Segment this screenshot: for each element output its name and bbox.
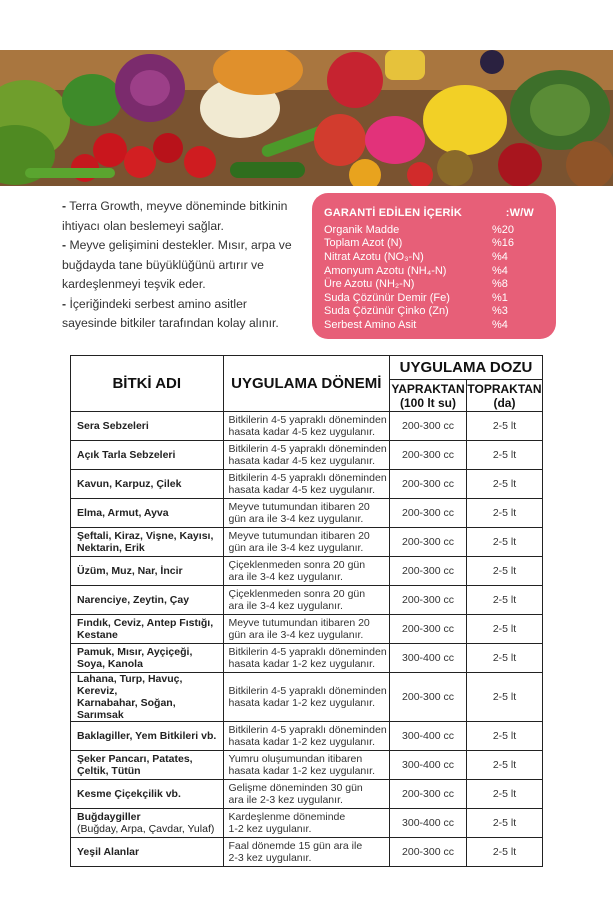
- soil-dose-cell: 2-5 lt: [466, 586, 542, 615]
- table-row: [71, 586, 543, 615]
- header-application-dose: UYGULAMA DOZU: [390, 356, 543, 380]
- table-row: [71, 722, 543, 751]
- period-cell: Kardeşlenme döneminde 1-2 kez uygulanır.: [223, 809, 390, 838]
- foliar-dose-cell: 200-300 cc: [390, 780, 467, 809]
- table-row: [71, 557, 543, 586]
- crop-name-cell: Fındık, Ceviz, Antep Fıstığı, Kestane: [71, 615, 224, 644]
- table-row: [71, 644, 543, 673]
- soil-dose-cell: 2-5 lt: [466, 838, 542, 867]
- header-application-period: UYGULAMA DÖNEMİ: [223, 356, 390, 412]
- crop-name-cell: Sera Sebzeleri: [71, 412, 224, 441]
- soil-dose-cell: 2-5 lt: [466, 499, 542, 528]
- foliar-dose-cell: 200-300 cc: [390, 586, 467, 615]
- soil-dose-cell: 2-5 lt: [466, 441, 542, 470]
- period-cell: Bitkilerin 4-5 yapraklı döneminden hasata kadar 4-5 kez uygulanır.: [223, 412, 390, 441]
- foliar-dose-cell: 300-400 cc: [390, 809, 467, 838]
- foliar-dose-cell: 200-300 cc: [390, 838, 467, 867]
- table-row: [71, 470, 543, 499]
- crop-name-cell: Şeftali, Kiraz, Vişne, Kayısı, Nektarin, Erik: [71, 528, 224, 557]
- guarantee-row: Serbest Amino Asit %4: [324, 318, 508, 331]
- table-row: [71, 412, 543, 441]
- soil-dose-cell: 2-5 lt: [466, 644, 542, 673]
- crop-name-cell: Yeşil Alanlar: [71, 838, 224, 867]
- guarantee-row: Üre Azotu (NH₂-N) %8: [324, 278, 508, 291]
- header-crop-name: BİTKİ ADI: [71, 356, 224, 412]
- table-row: [71, 809, 543, 838]
- soil-dose-cell: 2-5 lt: [466, 673, 542, 722]
- application-dose-table: [70, 355, 543, 867]
- header-foliar: YAPRAKTAN (100 lt su): [391, 381, 465, 410]
- period-cell: Bitkilerin 4-5 yapraklı döneminden hasata kadar 1-2 kez uygulanır.: [223, 722, 390, 751]
- period-cell: Faal dönemde 15 gün ara ile 2-3 kez uygulanır.: [223, 838, 390, 867]
- table-row: [71, 441, 543, 470]
- bullet-3: - İçeriğindeki serbest amino asitler sayesinde bitkiler tarafından kolay alınır.: [62, 296, 279, 330]
- guarantee-row: Amonyum Azotu (NH₄-N) %4: [324, 264, 508, 277]
- crop-name-cell: Narenciye, Zeytin, Çay: [71, 586, 224, 615]
- crop-name-cell: Kavun, Karpuz, Çilek: [71, 470, 224, 499]
- crop-name-cell: Kesme Çiçekçilik vb.: [71, 780, 224, 809]
- period-cell: Meyve tutumundan itibaren 20 gün ara ile 3-4 kez uygulanır.: [223, 615, 390, 644]
- foliar-dose-cell: 200-300 cc: [390, 470, 467, 499]
- crop-name-cell: Pamuk, Mısır, Ayçiçeği, Soya, Kanola: [71, 644, 224, 673]
- guaranteed-content-unit: :W/W: [505, 207, 534, 219]
- guarantee-row: Nitrat Azotu (NO₃-N) %4: [324, 250, 508, 263]
- table-row: [71, 673, 543, 722]
- crop-name-cell: Üzüm, Muz, Nar, İncir: [71, 557, 224, 586]
- period-cell: Çiçeklenmeden sonra 20 gün ara ile 3-4 kez uygulanır.: [223, 557, 390, 586]
- guaranteed-content-header: [324, 203, 544, 223]
- crop-name-cell: Buğdaygiller (Buğday, Arpa, Çavdar, Yulaf): [71, 809, 224, 838]
- foliar-dose-cell: 200-300 cc: [390, 441, 467, 470]
- guaranteed-content-title: GARANTİ EDİLEN İÇERİK: [324, 207, 463, 219]
- soil-dose-cell: 2-5 lt: [466, 751, 542, 780]
- header-soil: TOPRAKTAN (da): [467, 381, 542, 410]
- guarantee-row: Suda Çözünür Demir (Fe) %1: [324, 291, 508, 304]
- soil-dose-cell: 2-5 lt: [466, 615, 542, 644]
- period-cell: Meyve tutumundan itibaren 20 gün ara ile 3-4 kez uygulanır.: [223, 528, 390, 557]
- foliar-dose-cell: 200-300 cc: [390, 615, 467, 644]
- crop-name-cell: Lahana, Turp, Havuç, Kereviz, Karnabahar, Soğan, Sarımsak: [71, 673, 224, 722]
- foliar-dose-cell: 200-300 cc: [390, 499, 467, 528]
- foliar-dose-cell: 300-400 cc: [390, 751, 467, 780]
- period-cell: Bitkilerin 4-5 yapraklı döneminden hasata kadar 1-2 kez uygulanır.: [223, 644, 390, 673]
- soil-dose-cell: 2-5 lt: [466, 722, 542, 751]
- crop-name-cell: Baklagiller, Yem Bitkileri vb.: [71, 722, 224, 751]
- bullet-1: - Terra Growth, meyve döneminde bitkinin ihtiyacı olan beslemeyi sağlar.: [62, 199, 288, 233]
- period-cell: Bitkilerin 4-5 yapraklı döneminden hasata kadar 4-5 kez uygulanır.: [223, 470, 390, 499]
- table-row: [71, 499, 543, 528]
- soil-dose-cell: 2-5 lt: [466, 412, 542, 441]
- crop-name-cell: Şeker Pancarı, Patates, Çeltik, Tütün: [71, 751, 224, 780]
- soil-dose-cell: 2-5 lt: [466, 528, 542, 557]
- foliar-dose-cell: 200-300 cc: [390, 528, 467, 557]
- soil-dose-cell: 2-5 lt: [466, 809, 542, 838]
- foliar-dose-cell: 300-400 cc: [390, 644, 467, 673]
- table-row: [71, 615, 543, 644]
- soil-dose-cell: 2-5 lt: [466, 557, 542, 586]
- period-cell: Bitkilerin 4-5 yapraklı döneminden hasata kadar 4-5 kez uygulanır.: [223, 441, 390, 470]
- period-cell: Meyve tutumundan itibaren 20 gün ara ile 3-4 kez uygulanır.: [223, 499, 390, 528]
- foliar-dose-cell: 300-400 cc: [390, 722, 467, 751]
- guarantee-row: Suda Çözünür Çinko (Zn) %3: [324, 305, 508, 318]
- crop-name-cell: Açık Tarla Sebzeleri: [71, 441, 224, 470]
- foliar-dose-cell: 200-300 cc: [390, 673, 467, 722]
- table-row: [71, 780, 543, 809]
- foliar-dose-cell: 200-300 cc: [390, 412, 467, 441]
- crop-name-cell: Elma, Armut, Ayva: [71, 499, 224, 528]
- period-cell: Yumru oluşumundan itibaren hasata kadar 1-2 kez uygulanır.: [223, 751, 390, 780]
- foliar-dose-cell: 200-300 cc: [390, 557, 467, 586]
- product-description: [62, 197, 302, 334]
- table-row: [71, 838, 543, 867]
- period-cell: Çiçeklenmeden sonra 20 gün ara ile 3-4 kez uygulanır.: [223, 586, 390, 615]
- bullet-2: - Meyve gelişimini destekler. Mısır, arpa ve buğdayda tane büyüklüğünü artırır ve kardeşlenmeyi teşvik eder.: [62, 238, 292, 291]
- guaranteed-content-box: [312, 193, 556, 339]
- produce-illustration: [0, 50, 613, 186]
- period-cell: Bitkilerin 4-5 yapraklı döneminden hasata kadar 1-2 kez uygulanır.: [223, 673, 390, 722]
- guarantee-row: Toplam Azot (N) %16: [324, 237, 515, 250]
- guarantee-row: Organik Madde %20: [324, 223, 515, 236]
- produce-banner-image: [0, 50, 613, 186]
- table-row: [71, 528, 543, 557]
- table-row: [71, 751, 543, 780]
- period-cell: Gelişme döneminden 30 gün ara ile 2-3 kez uygulanır.: [223, 780, 390, 809]
- soil-dose-cell: 2-5 lt: [466, 470, 542, 499]
- soil-dose-cell: 2-5 lt: [466, 780, 542, 809]
